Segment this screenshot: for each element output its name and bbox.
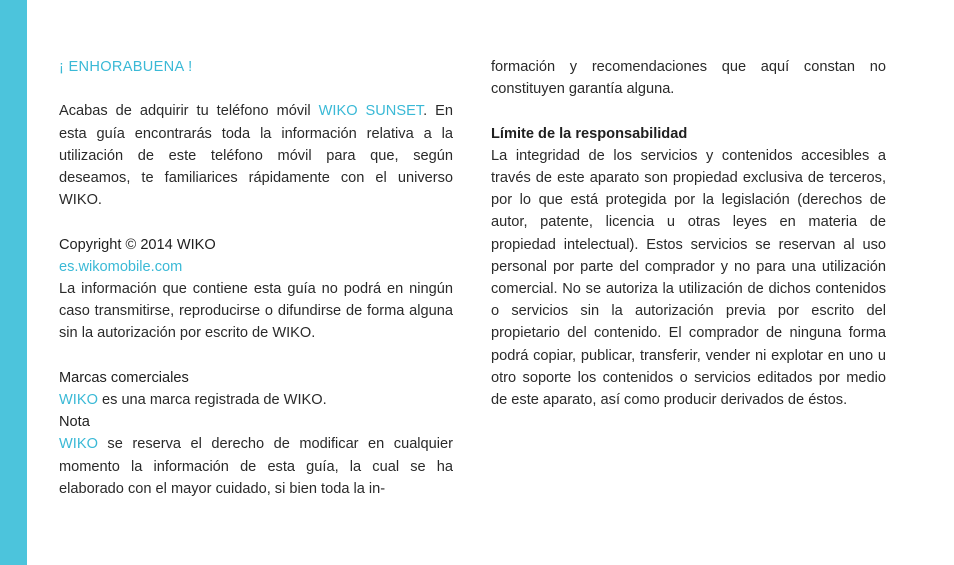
trademarks-heading: Marcas comerciales: [59, 369, 189, 386]
website-link[interactable]: es.wikomobile.com: [59, 258, 183, 275]
copyright-paragraph: La información que contiene esta guía no podrá en ningún caso transmitirse, reproducirse o difundirse de forma alguna sin la autorización por escrito de WIKO.: [59, 281, 453, 342]
intro-paragraph: Acabas de adquirir tu teléfono móvil WIKO SUNSET. En esta guía encontrarás toda la información relativa a la utilización de este teléfono móvil para que, según deseamos, te familiarices rápidamente con el universo WIKO.: [59, 103, 453, 209]
note-continuation: formación y recomendaciones que aquí constan no constituyen garantía alguna.: [491, 59, 886, 98]
note-paragraph: WIKO se reserva el derecho de modificar en cualquier momento la información de esta guía, la cual se ha elaborado con el mayor cuidado, si bien toda la in-: [59, 436, 453, 497]
liability-heading: Límite de la responsabilidad: [491, 125, 688, 142]
side-accent-bar: [0, 0, 27, 565]
brand-model: WIKO SUNSET: [318, 103, 424, 120]
note-heading: Nota: [59, 414, 90, 431]
trademarks-paragraph: WIKO es una marca registrada de WIKO.: [59, 392, 327, 408]
copyright-heading: Copyright © 2014 WIKO: [59, 236, 216, 253]
page-title: ¡ ENHORABUENA !: [59, 59, 193, 75]
liability-paragraph: La integridad de los servicios y contenidos accesibles a través de este aparato son propiedad exclusiva de terceros, por lo que está protegida por la legislación (derechos de autor, patente, licencia u otras leyes en materia de propiedad intelectual). Estos servicios se reservan al uso personal por parte del comprador y no para una utilización comercial. No se autoriza la utilización de dichos contenidos o servicios sin la autorización previa por escrito del propietario del contenido. El comprador de ninguna forma podrá copiar, publicar, transferir, vender ni explotar en uno u otro soporte los contenidos o servicios editados por medio de este aparato, así como producir derivados de éstos.: [491, 147, 886, 409]
